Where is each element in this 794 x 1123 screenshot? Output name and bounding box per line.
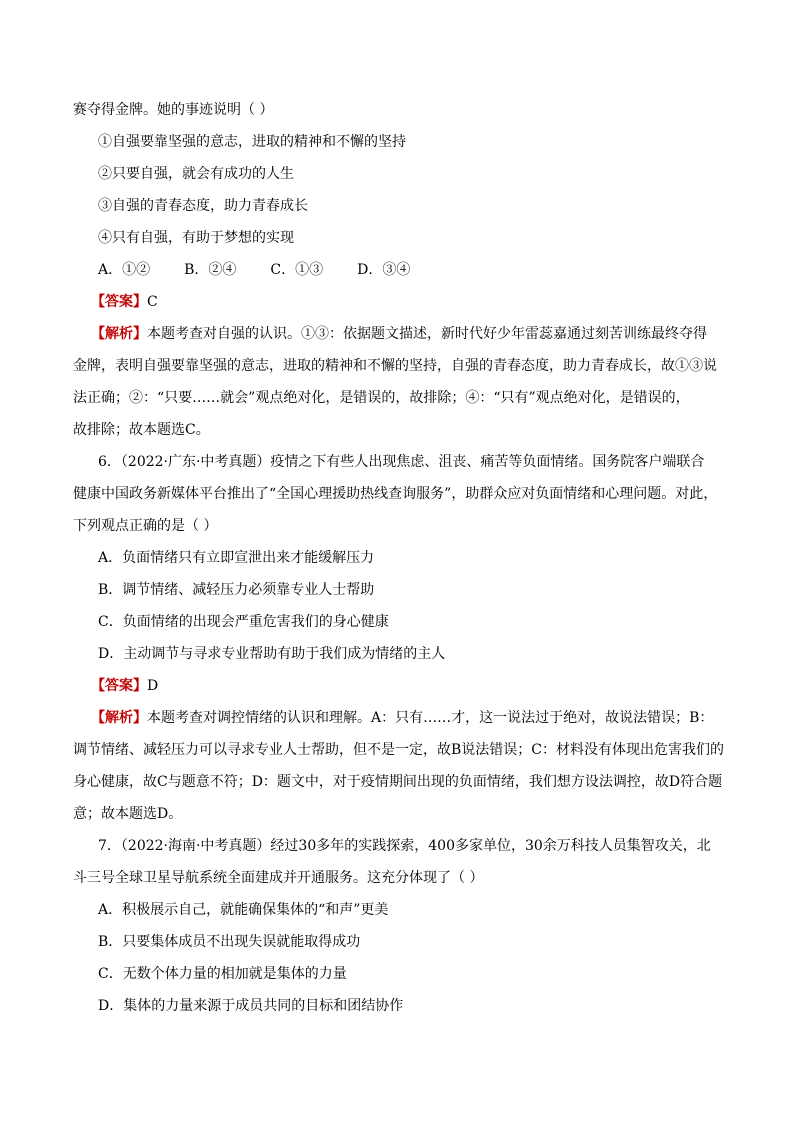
q6-option-d: D．主动调节与寻求专业帮助有助于我们成为情绪的主人 bbox=[98, 646, 446, 662]
q5-statement-2: ②只要自强，就会有成功的人生 bbox=[98, 166, 294, 182]
q5-analysis-line-3: 法正确；②：“只要……就会”观点绝对化，是错误的，故排除；④：“只有”观点绝对化，是错误的， bbox=[73, 390, 690, 406]
q5-option-c: C．①③ bbox=[270, 262, 324, 278]
q6-analysis-line-3: 身心健康，故C与题意不符；D：题文中，对于疫情期间出现的负面情绪，我们想方设法调控，故D符合题 bbox=[73, 774, 723, 790]
q5-statement-3: ③自强的青春态度，助力青春成长 bbox=[98, 198, 308, 214]
q7-option-b: B．只要集体成员不出现失误就能取得成功 bbox=[98, 934, 361, 950]
q6-option-a: A．负面情绪只有立即宣泄出来才能缓解压力 bbox=[98, 550, 375, 566]
q6-option-c: C．负面情绪的出现会严重危害我们的身心健康 bbox=[98, 614, 389, 630]
q5-option-b: B．②④ bbox=[184, 262, 237, 278]
q6-analysis-line-1 bbox=[91, 708, 713, 728]
q5-stem: 赛夺得金牌。她的事迹说明（ ） bbox=[73, 102, 274, 118]
q5-answer bbox=[91, 292, 158, 312]
q5-statement-4: ④只有自强，有助于梦想的实现 bbox=[98, 230, 294, 246]
q7-stem-line-2: 斗三号全球卫星导航系统全面建成并开通服务。这充分体现了（ ） bbox=[73, 870, 484, 886]
q6-analysis-line-4: 意；故本题选D。 bbox=[73, 806, 183, 822]
q6-stem-line-3: 下列观点正确的是（ ） bbox=[73, 518, 218, 534]
q5-option-a: A．①② bbox=[98, 262, 151, 278]
q6-option-b: B．调节情绪、减轻压力必须靠专业人士帮助 bbox=[98, 582, 375, 598]
q6-stem-line-2: 健康中国政务新媒体平台推出了“全国心理援助热线查询服务”，助群众应对负面情绪和心理问题。对此， bbox=[73, 486, 718, 502]
q5-options bbox=[98, 260, 444, 280]
q6-analysis-label: 【解析】 bbox=[91, 710, 147, 726]
q5-analysis-line-2: 金牌，表明自强要靠坚强的意志，进取的精神和不懈的坚持，自强的青春态度，助力青春成长，故①③说 bbox=[73, 358, 717, 374]
q6-answer bbox=[91, 676, 158, 696]
q5-answer-value: C bbox=[147, 294, 158, 310]
q7-option-d: D．集体的力量来源于成员共同的目标和团结协作 bbox=[98, 998, 404, 1014]
q5-analysis-line-1 bbox=[91, 324, 707, 344]
q6-answer-label: 【答案】 bbox=[91, 678, 147, 694]
q5-statement-1: ①自强要靠坚强的意志，进取的精神和不懈的坚持 bbox=[98, 134, 406, 150]
q5-answer-label: 【答案】 bbox=[91, 294, 147, 310]
q5-analysis-line-4: 故排除；故本题选C。 bbox=[73, 422, 210, 438]
q6-analysis-line-2: 调节情绪、减轻压力可以寻求专业人士帮助，但不是一定，故B说法错误；C：材料没有体现出危害我们的 bbox=[73, 742, 724, 758]
q5-analysis-text-1: 本题考查对自强的认识。①③：依据题文描述，新时代好少年雷蕊嘉通过刻苦训练最终夺得 bbox=[147, 326, 707, 342]
q7-option-a: A．积极展示自己，就能确保集体的“和声”更美 bbox=[98, 902, 389, 918]
q7-stem-line-1: 7．（2022·海南·中考真题）经过30多年的实践探索，400多家单位，30余万科技人员集智攻关，北 bbox=[98, 838, 711, 854]
q5-option-d: D．③④ bbox=[357, 262, 411, 278]
q6-stem-line-1: 6．（2022·广东·中考真题）疫情之下有些人出现焦虑、沮丧、痛苦等负面情绪。国务院客户端联合 bbox=[98, 454, 705, 470]
q6-analysis-text-1: 本题考查对调控情绪的认识和理解。A：只有……才，这一说法过于绝对，故说法错误；B： bbox=[147, 710, 714, 726]
q6-answer-value: D bbox=[147, 678, 159, 694]
q5-analysis-label: 【解析】 bbox=[91, 326, 147, 342]
q7-option-c: C．无数个体力量的相加就是集体的力量 bbox=[98, 966, 347, 982]
